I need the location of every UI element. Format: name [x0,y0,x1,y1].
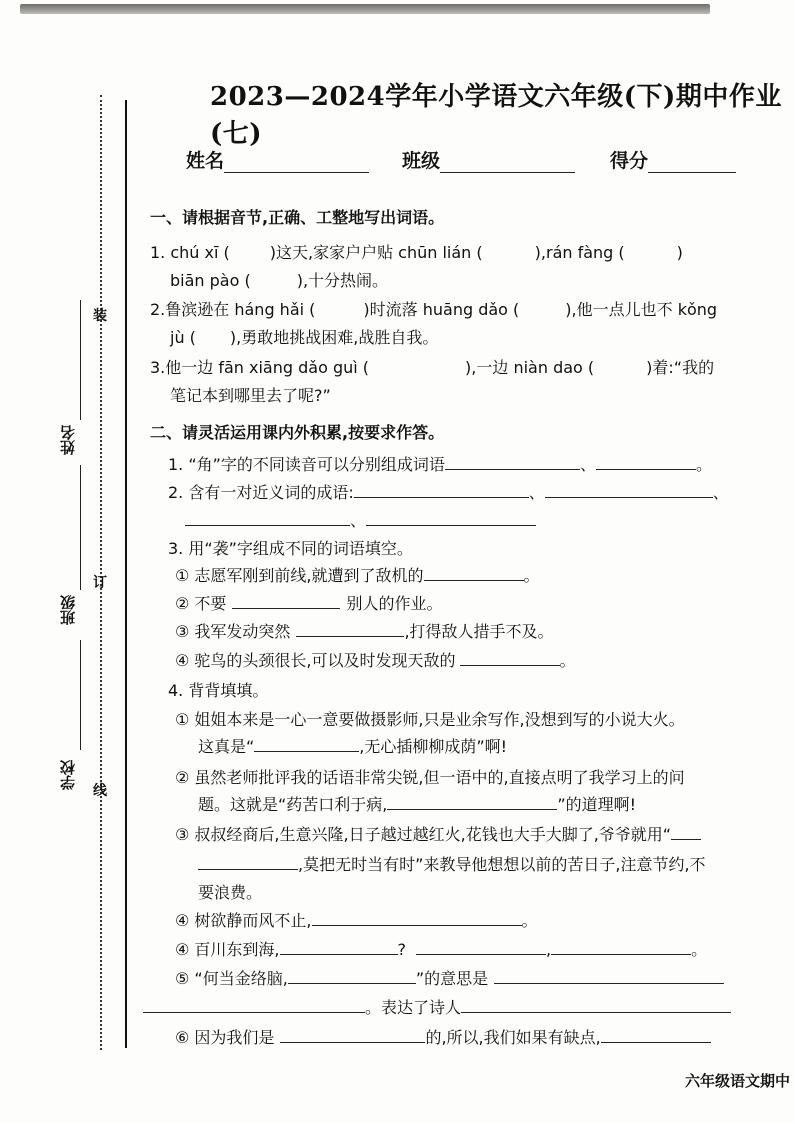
s1-text: )时流落 huāng dǎo ( [363,300,520,319]
score-label: 得分 [610,150,649,172]
s1-text: ),一边 niàn dao ( [465,358,595,377]
s1-line5 [150,355,714,378]
binding-solid-line [125,100,127,1048]
s1-text: )着:“我的 [646,358,715,377]
s1-line2 [170,268,388,291]
q-text: 、 [712,483,729,502]
answer-blank[interactable] [198,852,298,870]
q4-2-line2 [198,792,636,815]
q1 [168,452,712,475]
q-text: ,打得敌人措手不及。 [404,622,554,641]
q-text: 。 [691,940,708,959]
s1-text: ),rán fàng ( [534,243,625,262]
exam-title: 2023—2024学年小学语文六年级(下)期中作业(七) [210,82,782,149]
s1-line3 [150,297,717,320]
answer-blank[interactable] [296,619,404,637]
q-text: 这真是“ [198,737,255,756]
zhuang-mark: 装 [93,308,107,324]
q4-3-line2 [198,852,706,875]
q-text: 题。这就是“药苦口利于病, [198,795,388,814]
q-text: , [546,940,552,959]
s1-text: ),勇敢地挑战困难,战胜自我。 [229,328,439,347]
answer-blank[interactable] [416,937,546,955]
s1-text: )这天,家家户户贴 chūn lián ( [269,243,483,262]
q4-2-line1: ② 虽然老师批评我的话语非常尖锐,但一语中的,直接点明了我学习上的问 [175,768,685,787]
name-blank[interactable] [224,150,369,173]
s1-text: jù ( [170,328,196,347]
binding-school-label: 学校 [59,760,77,790]
binding-name-label: 姓名 [59,425,77,455]
name-blank-vertical [80,300,81,420]
s1-text: 2.鲁滨逊在 háng hǎi ( [150,300,316,319]
answer-blank[interactable] [288,966,416,984]
s1-text: biān pào ( [170,271,251,290]
q4-7 [175,1025,711,1048]
page-footer: 六年级语文期中 [684,1072,790,1090]
answer-blank[interactable] [545,480,713,498]
s1-text: ),他一点儿也不 kǒng [565,300,718,319]
class-label: 班级 [402,150,441,172]
q-text: ③ 叔叔经商后,生意兴隆,日子越过越红火,花钱也大手大脚了,爷爷就用“ [175,825,672,844]
q-text: 。 [559,651,576,670]
answer-blank[interactable] [671,822,701,840]
q-text: ,无心插柳柳成荫”啊! [359,737,508,756]
q-text: 的,所以,我们如果有缺点, [425,1028,601,1047]
q-text: 。 [523,566,540,585]
q-text: 、 [579,455,596,474]
answer-blank[interactable] [232,591,340,609]
answer-blank[interactable] [280,937,398,955]
q-text: ⑤ “何当金络脑, [175,969,288,988]
answer-blank[interactable] [254,734,359,752]
name-field[interactable] [186,146,369,173]
class-field[interactable] [402,146,575,173]
xian-mark: 线 [93,783,107,799]
q-text: 2. 含有一对近义词的成语: [168,483,354,502]
q-text: ④ 驼鸟的头颈很长,可以及时发现天敌的 [175,651,456,670]
q-text: ① 志愿军刚到前线,就遭到了敌机的 [175,566,424,585]
s1-text: ) [676,243,683,262]
binding-class-label: 班级 [59,595,77,625]
s1-line4 [170,325,438,348]
answer-blank[interactable] [460,648,560,666]
s1-text: 3.他一边 fān xiāng dǎo guì ( [150,358,370,377]
answer-blank[interactable] [185,508,350,526]
answer-blank[interactable] [387,792,557,810]
answer-blank[interactable] [551,937,691,955]
answer-blank[interactable] [312,908,522,926]
q4-5 [175,937,707,960]
s1-text: 1. chú xī ( [150,243,230,262]
score-blank[interactable] [648,150,736,173]
q4-1-line2 [198,734,507,757]
answer-blank[interactable] [143,995,365,1013]
answer-blank[interactable] [461,995,731,1013]
q-text: 。 [521,911,538,930]
ding-mark: 订 [93,575,107,591]
answer-blank[interactable] [424,563,524,581]
q-text: ④ 百川东到海, [175,940,280,959]
q-text: 。表达了诗人 [365,998,462,1017]
q3-2 [175,591,442,614]
q-text: ④ 树欲静而风不止, [175,911,312,930]
s1-text: ),十分热闹。 [296,271,389,290]
q-text: ? [397,940,407,959]
section2-heading: 二、请灵活运用课内外积累,按要求作答。 [150,423,445,442]
q-text: ③ 我军发动突然 [175,622,291,641]
q3-1 [175,563,540,586]
q2 [168,480,729,503]
q3-4 [175,648,576,671]
q-text: ”的道理啊! [557,795,637,814]
q-text: ⑥ 因为我们是 [175,1028,275,1047]
s1-line6: 笔记本到哪里去了呢?” [170,386,331,405]
q-text: 、 [350,511,367,530]
q4-6-line2 [143,995,731,1018]
class-blank-vertical [80,465,81,590]
answer-blank[interactable] [494,966,724,984]
q4-3-line1 [175,822,701,845]
s1-line1 [150,240,683,263]
answer-blank[interactable] [596,452,696,470]
class-blank[interactable] [440,150,575,173]
q4-4 [175,908,538,931]
school-blank-vertical [80,640,81,750]
answer-blank[interactable] [445,452,580,470]
q-text: 1. “角”字的不同读音可以分别组成词语 [168,455,445,474]
q-text: 、 [528,483,545,502]
q3-heading: 3. 用“袭”字组成不同的词语填空。 [168,539,413,558]
q-text: 。 [695,455,712,474]
q4-heading: 4. 背背填填。 [168,681,269,700]
q-text: ② 不要 [175,594,227,613]
answer-blank[interactable] [366,508,536,526]
answer-blank[interactable] [354,480,529,498]
q4-1-line1: ① 姐姐本来是一心一意要做摄影师,只是业余写作,没想到写的小说大火。 [175,710,685,729]
answer-blank[interactable] [280,1025,425,1043]
answer-blank[interactable] [601,1025,711,1043]
q3-3 [175,619,554,642]
q2-line2 [185,508,536,531]
q4-6-line1 [175,966,724,989]
name-label: 姓名 [186,150,225,172]
q-text: ,莫把无时当有时”来教导他想想以前的苦日子,注意节约,不 [298,855,706,874]
score-field[interactable] [610,146,736,173]
section1-heading: 一、请根据音节,正确、工整地写出词语。 [150,208,445,227]
scan-edge [20,4,710,14]
q-text: ”的意思是 [415,969,489,988]
q4-3-line3: 要浪费。 [198,883,263,902]
q-text: 别人的作业。 [346,594,443,613]
